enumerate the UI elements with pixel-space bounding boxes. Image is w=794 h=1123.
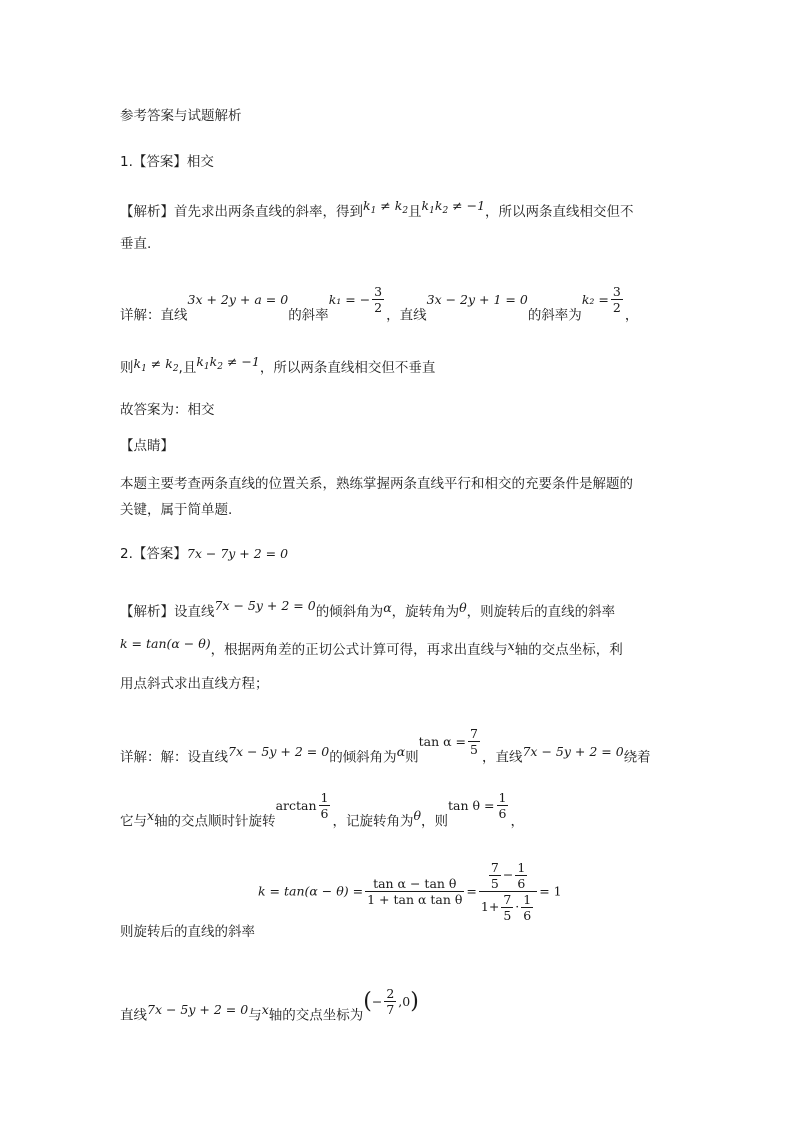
q1-answer: 1.【答案】相交 [120,154,214,170]
q1-analysis-cont: 垂直. [120,236,152,252]
q2-slope-text: 则旋转后的直线的斜率 [120,924,255,940]
k1-fraction: $\frac{3}{2}$ [374,284,383,315]
k1k2-neq: $k_1k_2 \ne -1$ [421,198,486,216]
q2-answer: 2.【答案】7x − 7y + 2 = 0 [120,546,289,562]
k2-fraction: $\frac{3}{2}$ [612,284,621,315]
q2-analysis-2: k = tan(α − θ)，根据两角差的正切公式计算可得，再求出直线与x轴的交点坐标，利 [120,636,623,658]
q1-comment-2: 关键，属于简单题. [120,502,233,518]
q1-detail: 详解：直线3x + 2y + a = 0的斜率k₁ = − $\frac{3}{2}$ ，直线3x − 2y + 1 = 0的斜率为k₂ = $\frac{3}{2}$ ， [120,284,639,324]
q1-conclusion: 故答案为：相交 [120,402,215,418]
intersection-point: (− $\frac{2}{7}$ ,0) [363,986,419,1017]
numeric-compound-fraction: $\frac{7}{5}$ − $\frac{1}{6}$ 1+ $\frac{7}{5}$ · $\frac{1}{6}$ [479,860,537,923]
q2-analysis: 【解析】设直线7x − 5y + 2 = 0的倾斜角为α，旋转角为θ，则旋转后的直线的斜率 [120,598,616,620]
q2-slope-formula: k = tan(α − θ) = $\frac{\text{tan α − tan θ}}{\text{1 + tan α tan θ}}$ = $\frac{7}{5}$ − $\frac{1}{6}$ 1+ $\frac{7}{5}$ · $\frac{1}{6}$ = 1 [258,860,562,923]
tan-alpha-fraction: $\frac{7}{5}$ [470,726,478,757]
q2-detail-2: 它与x轴的交点顺时针旋转arctan $\frac{1}{6}$ ，记旋转角为θ，则tan θ = $\frac{1}{6}$ ， [120,790,524,830]
page-title: 参考答案与试题解析 [120,108,242,124]
k1-neq-k2: $k_1 \ne k_2$ [363,198,409,216]
q1-then: 则$k_1 \ne k_2$,且$k_1k_2 \ne -1$，所以两条直线相交但不垂直 [120,354,436,376]
arctan-fraction: $\frac{1}{6}$ [320,790,329,821]
tan-difference-fraction: $\frac{\text{tan α − tan θ}}{\text{1 + tan α tan θ}}$ [367,876,463,907]
q1-comment-1: 本题主要考查两条直线的位置关系，熟练掌握两条直线平行和相交的充要条件是解题的 [120,476,633,492]
q2-intersection: 直线7x − 5y + 2 = 0与x轴的交点坐标为(− $\frac{2}{7}$ ,0) [120,986,419,1024]
q2-detail-1: 详解：解：设直线7x − 5y + 2 = 0的倾斜角为α则tan α = $\frac{7}{5}$ ，直线7x − 5y + 2 = 0绕着 [120,726,651,766]
tan-theta-fraction: $\frac{1}{6}$ [498,790,507,821]
q2-analysis-3: 用点斜式求出直线方程； [120,676,269,692]
q1-analysis: 【解析】首先求出两条直线的斜率，得到$k_1 \ne k_2$且$k_1k_2 \ne -1$，所以两条直线相交但不 [120,198,634,220]
q1-dianjing: 【点睛】 [120,438,174,454]
